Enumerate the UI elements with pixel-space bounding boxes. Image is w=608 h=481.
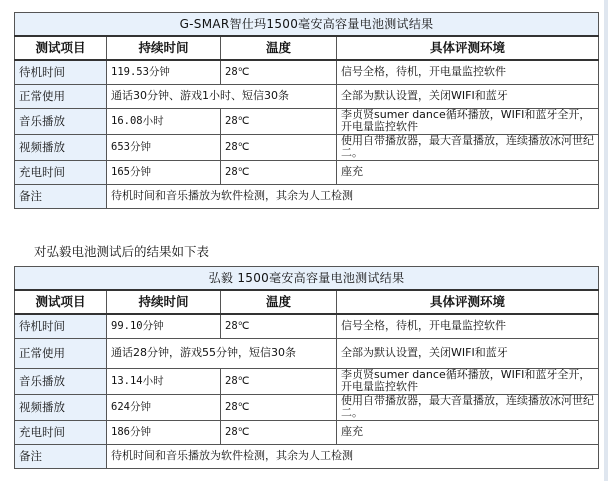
header-temperature: 温度 (221, 36, 337, 60)
header-environment: 具体评测环境 (337, 36, 599, 60)
table-note-row (15, 184, 599, 208)
row-temperature: 28℃ (221, 134, 337, 160)
row-duration: 通话28分钟，游戏55分钟，短信30条 (107, 338, 337, 368)
row-environment: 座充 (337, 420, 599, 444)
header-item: 测试项目 (15, 36, 107, 60)
table-row (15, 338, 599, 368)
row-duration: 通话30分钟、游戏1小时、短信30条 (107, 84, 337, 108)
row-item: 充电时间 (15, 160, 107, 184)
table-header-row (15, 290, 599, 314)
row-duration: 624分钟 (107, 394, 221, 420)
header-duration: 持续时间 (107, 36, 221, 60)
row-environment: 全部为默认设置，关闭WIFI和蓝牙 (337, 338, 599, 368)
row-temperature: 28℃ (221, 368, 337, 394)
row-duration: 99.10分钟 (107, 314, 221, 338)
row-duration: 653分钟 (107, 134, 221, 160)
table-note-row (15, 444, 599, 468)
row-temperature: 28℃ (221, 60, 337, 84)
row-environment: 李贞贤sumer dance循环播放，WIFI和蓝牙全开，开电量监控软件 (337, 108, 599, 134)
row-item: 待机时间 (15, 60, 107, 84)
note-label: 备注 (15, 184, 107, 208)
row-environment: 全部为默认设置，关闭WIFI和蓝牙 (337, 84, 599, 108)
row-item: 正常使用 (15, 84, 107, 108)
row-environment: 座充 (337, 160, 599, 184)
row-temperature: 28℃ (221, 314, 337, 338)
header-item: 测试项目 (15, 290, 107, 314)
row-item: 待机时间 (15, 314, 107, 338)
row-environment: 信号全格，待机，开电量监控软件 (337, 314, 599, 338)
row-item: 充电时间 (15, 420, 107, 444)
row-environment: 信号全格，待机，开电量监控软件 (337, 60, 599, 84)
note-label: 备注 (15, 444, 107, 468)
between-text: 对弘毅电池测试后的结果如下表 (34, 244, 210, 259)
row-duration: 186分钟 (107, 420, 221, 444)
header-environment: 具体评测环境 (337, 290, 599, 314)
row-item: 正常使用 (15, 338, 107, 368)
row-duration: 119.53分钟 (107, 60, 221, 84)
row-duration: 13.14小时 (107, 368, 221, 394)
row-item: 视频播放 (15, 134, 107, 160)
header-duration: 持续时间 (107, 290, 221, 314)
row-environment: 使用自带播放器，最大音量播放，连续播放冰河世纪二。 (337, 134, 599, 160)
table-row (15, 60, 599, 84)
table-row (15, 420, 599, 444)
note-text: 待机时间和音乐播放为软件检测，其余为人工检测 (107, 184, 599, 208)
row-temperature: 28℃ (221, 394, 337, 420)
row-item: 音乐播放 (15, 108, 107, 134)
row-duration: 16.08小时 (107, 108, 221, 134)
row-environment: 李贞贤sumer dance循环播放，WIFI和蓝牙全开，开电量监控软件 (337, 368, 599, 394)
row-temperature: 28℃ (221, 420, 337, 444)
table-title-row (15, 13, 599, 37)
note-text: 待机时间和音乐播放为软件检测，其余为人工检测 (107, 444, 599, 468)
row-environment: 使用自带播放器，最大音量播放，连续播放冰河世纪二。 (337, 394, 599, 420)
table-title: G-SMAR智仕玛1500毫安高容量电池测试结果 (15, 13, 599, 37)
header-temperature: 温度 (221, 290, 337, 314)
table-row (15, 108, 599, 134)
row-duration: 165分钟 (107, 160, 221, 184)
table-row (15, 134, 599, 160)
table-title: 弘毅 1500毫安高容量电池测试结果 (15, 267, 599, 291)
table-header-row (15, 36, 599, 60)
hongyi-battery-table (14, 266, 599, 469)
gsmar-battery-table (14, 12, 599, 209)
table-row (15, 368, 599, 394)
page-edge (604, 0, 608, 481)
row-temperature: 28℃ (221, 108, 337, 134)
row-item: 视频播放 (15, 394, 107, 420)
row-temperature: 28℃ (221, 160, 337, 184)
row-item: 音乐播放 (15, 368, 107, 394)
table-row (15, 394, 599, 420)
table-row (15, 314, 599, 338)
table-title-row (15, 267, 599, 291)
table-row (15, 160, 599, 184)
table-row (15, 84, 599, 108)
